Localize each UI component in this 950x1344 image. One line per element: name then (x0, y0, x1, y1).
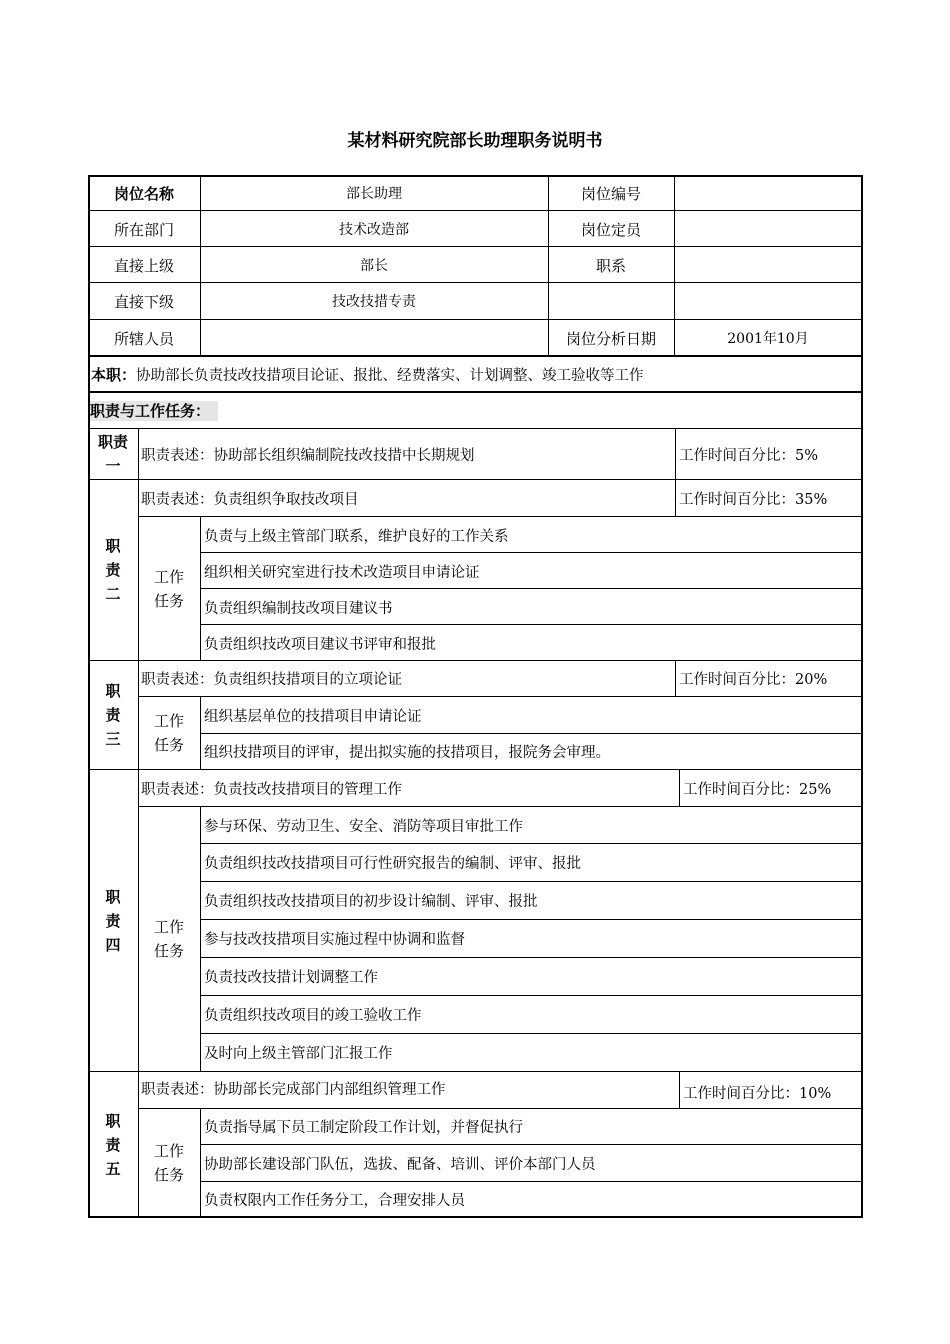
label-position-code: 岗位编号 (580, 184, 641, 203)
duty-5-task-3: 负责权限内工作任务分工，合理安排人员 (204, 1192, 465, 1209)
duty-4-task-3: 负责组织技改技措项目的初步设计编制、评审、报批 (204, 894, 538, 910)
label-direct-subordinate: 直接下级 (113, 292, 174, 311)
duty-3-task-label: 工作 任务 (153, 712, 184, 754)
label-direct-superior: 直接上级 (113, 256, 174, 275)
duty-3-task-2: 组织技措项目的评审，提出拟实施的技措项目，报院务会审理。 (204, 745, 610, 761)
duty-4-task-label: 工作 任务 (153, 918, 184, 960)
duty-4-task-4: 参与技改技措项目实施过程中协调和监督 (204, 932, 465, 948)
job-description-table (88, 175, 863, 1218)
duty-5-task-2: 协助部长建设部门队伍，选拔、配备、培训、评价本部门人员 (204, 1156, 596, 1173)
duty-2-task-2: 组织相关研究室进行技术改造项目申请论证 (204, 564, 480, 581)
duty-3-task-1: 组织基层单位的技措项目申请论证 (204, 708, 422, 725)
duty-5-task-1: 负责指导属下员工制定阶段工作计划，并督促执行 (204, 1120, 523, 1136)
duty-2-label: 职 责 二 (105, 537, 121, 603)
duty-4-task-6: 负责组织技改项目的竣工验收工作 (204, 1008, 422, 1024)
duty-2-description: 职责表述：负责组织争取技改项目 (141, 491, 359, 508)
duty-4-task-5: 负责技改技措计划调整工作 (204, 970, 378, 986)
core-duty-label: 本职： (91, 365, 137, 384)
duty-5-task-label: 工作 任务 (153, 1141, 184, 1184)
duty-3-time-percent: 工作时间百分比：20% (679, 672, 828, 688)
core-duty-text: 协助部长负责技改技措项目论证、报批、经费落实、计划调整、竣工验收等工作 (136, 367, 644, 384)
duty-4-time-percent: 工作时间百分比：25% (683, 781, 832, 798)
value-position-name: 部长助理 (346, 186, 402, 202)
duty-4-task-1: 参与环保、劳动卫生、安全、消防等项目审批工作 (204, 818, 523, 835)
duty-4-task-2: 负责组织技改技措项目可行性研究报告的编制、评审、报批 (204, 856, 581, 872)
duty-4-label: 职 责 四 (105, 887, 121, 954)
duty-2-task-4: 负责组织技改项目建议书评审和报批 (204, 636, 436, 653)
duty-3-label: 职 责 三 (105, 682, 121, 748)
duty-1-label: 职责 一 (97, 433, 128, 475)
value-headcount (674, 211, 862, 247)
value-job-family (674, 247, 862, 283)
document-title: 某材料研究院部长助理职务说明书 (347, 131, 603, 151)
label-analysis-date: 岗位分析日期 (565, 329, 656, 348)
duty-1-description: 职责表述：协助部长组织编制院技改技措中长期规划 (141, 447, 475, 464)
duty-2-task-1: 负责与上级主管部门联系，维护良好的工作关系 (204, 528, 509, 545)
duty-2-task-label: 工作 任务 (153, 567, 184, 610)
label-job-family: 职系 (595, 256, 626, 275)
duty-5-description: 职责表述：协助部长完成部门内部组织管理工作 (141, 1082, 446, 1098)
duty-2-time-percent: 工作时间百分比：35% (679, 491, 828, 508)
value-direct-subordinate: 技改技措专责 (332, 294, 416, 310)
core-duty-row (91, 357, 644, 391)
value-department: 技术改造部 (339, 222, 409, 238)
duty-4-task-7: 及时向上级主管部门汇报工作 (204, 1046, 393, 1062)
value-direct-superior: 部长 (360, 258, 388, 274)
value-position-code (674, 175, 862, 211)
duty-5-label: 职 责 五 (105, 1111, 121, 1178)
label-staff-under: 所辖人员 (113, 329, 174, 348)
section-title: 职责与工作任务： (90, 402, 211, 420)
label-position-name: 岗位名称 (113, 184, 174, 203)
label-headcount: 岗位定员 (580, 220, 641, 239)
duty-1-time-percent: 工作时间百分比：5% (679, 447, 819, 464)
duty-2-task-3: 负责组织编制技改项目建议书 (204, 600, 393, 617)
duty-3-description: 职责表述：负责组织技措项目的立项论证 (141, 672, 402, 688)
label-department: 所在部门 (113, 220, 174, 239)
duty-5-time-percent: 工作时间百分比：10% (683, 1085, 832, 1102)
value-analysis-date: 2001年10月 (727, 331, 809, 347)
duty-4-description: 职责表述：负责技改技措项目的管理工作 (141, 781, 402, 798)
value-staff-under (200, 320, 548, 356)
